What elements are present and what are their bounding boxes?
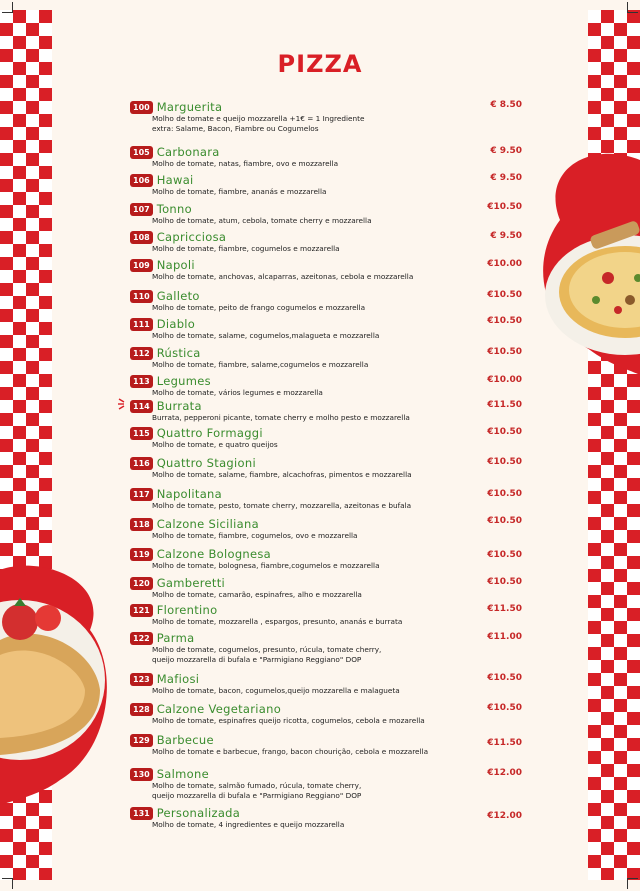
menu-item-header: [130, 547, 530, 561]
menu-item: [130, 456, 530, 480]
item-price: €10.50: [487, 516, 522, 526]
item-number-badge: 106: [130, 174, 153, 187]
menu-item: [130, 517, 530, 541]
menu-item: [130, 289, 530, 313]
menu-item-header: [130, 426, 530, 440]
menu-item: [130, 173, 530, 197]
pizza-photo-right: [530, 150, 640, 380]
item-description: Molho de tomate, fiambre, cogumelos e mozzarella: [152, 244, 340, 253]
item-number-badge: 114: [130, 400, 153, 413]
item-number-badge: 129: [130, 734, 153, 747]
item-description: Molho de tomate, mozzarella , espargos, presunto, ananás e burrata: [152, 617, 403, 626]
item-price: €11.00: [487, 632, 522, 642]
menu-item-header: [130, 576, 530, 590]
item-number-badge: 119: [130, 548, 153, 561]
item-number-badge: 130: [130, 768, 153, 781]
crop-mark: [2, 2, 13, 13]
item-name: Calzone Siciliana: [156, 517, 259, 531]
item-description: Molho de tomate, bacon, cogumelos,queijo mozzarella e malagueta: [152, 686, 400, 695]
item-description: Molho de tomate, bolognesa, fiambre,cogumelos e mozzarella: [152, 561, 380, 570]
item-price: €10.50: [487, 427, 522, 437]
item-price: €11.50: [487, 738, 522, 748]
menu-item: [130, 374, 530, 398]
item-name: Galleto: [156, 289, 200, 303]
menu-item: [130, 317, 530, 341]
item-name: Rústica: [156, 346, 201, 360]
right-checkered-border: [588, 10, 640, 880]
item-description: Molho de tomate, anchovas, alcaparras, azeitonas, cebola e mozzarella: [152, 272, 414, 281]
item-name: Barbecue: [156, 733, 214, 747]
item-name: Florentino: [156, 603, 218, 617]
item-description: Molho de tomate, salame, cogumelos,malagueta e mozzarella: [152, 331, 380, 340]
item-price: €10.50: [487, 457, 522, 467]
item-number-badge: 107: [130, 203, 153, 216]
menu-item: [130, 603, 530, 627]
menu-item-header: [130, 631, 530, 645]
item-name: Tonno: [156, 202, 192, 216]
item-number-badge: 131: [130, 807, 153, 820]
item-name: Burrata: [156, 399, 202, 413]
item-number-badge: 110: [130, 290, 153, 303]
menu-item: [130, 806, 530, 830]
menu-item: [130, 672, 530, 696]
menu-item: [130, 100, 530, 134]
menu-item: [130, 702, 530, 726]
item-price: €10.50: [487, 290, 522, 300]
item-number-badge: 120: [130, 577, 153, 590]
item-number-badge: 108: [130, 231, 153, 244]
menu-item-header: [130, 317, 530, 331]
menu-item: [130, 767, 530, 801]
item-price: € 9.50: [490, 173, 522, 183]
item-price: €11.50: [487, 604, 522, 614]
crop-mark: [627, 878, 638, 889]
item-price: €10.50: [487, 673, 522, 683]
menu-item-header: [130, 374, 530, 388]
menu-item-header: [130, 399, 530, 413]
menu-item: [130, 733, 530, 757]
item-number-badge: 121: [130, 604, 153, 617]
item-number-badge: 111: [130, 318, 153, 331]
menu-item-header: [130, 603, 530, 617]
item-name: Personalizada: [156, 806, 241, 820]
item-number-badge: 123: [130, 673, 153, 686]
menu-item: [130, 230, 530, 254]
menu-item-header: [130, 806, 530, 820]
menu-item: [130, 576, 530, 600]
menu-item-header: [130, 258, 530, 272]
item-description: Molho de tomate, pesto, tomate cherry, mozzarella, azeitonas e bufala: [152, 501, 412, 510]
item-price: €10.50: [487, 703, 522, 713]
item-description: Molho de tomate, salame, fiambre, alcachofras, pimentos e mozzarella: [152, 470, 412, 479]
menu-item-header: [130, 767, 530, 781]
item-name: Quattro Formaggi: [156, 426, 263, 440]
menu-title: PIZZA: [277, 50, 363, 78]
item-name: Mafiosi: [156, 672, 200, 686]
item-name: Carbonara: [156, 145, 220, 159]
menu-item: [130, 258, 530, 282]
item-number-badge: 115: [130, 427, 153, 440]
item-name: Napolitana: [156, 487, 222, 501]
item-description: Molho de tomate, cogumelos, presunto, rúcula, tomate cherry, queijo mozzarella di bufala e "Parmigiano Reggiano" DOP: [152, 645, 382, 664]
item-price: €10.00: [487, 259, 522, 269]
item-number-badge: 122: [130, 632, 153, 645]
item-name: Hawai: [156, 173, 194, 187]
menu-item-header: [130, 173, 530, 187]
menu-item-header: [130, 230, 530, 244]
item-description: Molho de tomate, camarão, espinafres, alho e mozzarella: [152, 590, 362, 599]
item-name: Calzone Bolognesa: [156, 547, 272, 561]
item-name: Capricciosa: [156, 230, 227, 244]
menu-item: [130, 631, 530, 665]
item-name: Legumes: [156, 374, 211, 388]
item-price: €12.00: [487, 811, 522, 821]
menu-item-header: [130, 456, 530, 470]
menu-item: [130, 145, 530, 169]
menu-item-header: [130, 100, 530, 114]
menu-item: [130, 426, 530, 450]
item-name: Gamberetti: [156, 576, 226, 590]
item-description: Molho de tomate, 4 ingredientes e queijo mozzarella: [152, 820, 345, 829]
item-description: Molho de tomate e queijo mozzarella +1€ = 1 Ingrediente extra: Salame, Bacon, Fiambre ou Cogumelos: [152, 114, 365, 133]
item-description: Molho de tomate e barbecue, frango, bacon chourição, cebola e mozzarella: [152, 747, 429, 756]
item-price: € 8.50: [490, 100, 522, 110]
item-number-badge: 105: [130, 146, 153, 159]
item-description: Molho de tomate, e quatro queijos: [152, 440, 278, 449]
item-description: Molho de tomate, fiambre, cogumelos, ovo e mozzarella: [152, 531, 358, 540]
item-number-badge: 109: [130, 259, 153, 272]
menu-item-header: [130, 733, 530, 747]
item-name: Quattro Stagioni: [156, 456, 256, 470]
item-name: Diablo: [156, 317, 196, 331]
menu-item: [130, 487, 530, 511]
menu-item-header: [130, 487, 530, 501]
menu-item: [130, 547, 530, 571]
item-name: Marguerita: [156, 100, 223, 114]
menu-item: [130, 202, 530, 226]
item-price: € 9.50: [490, 146, 522, 156]
item-price: €10.50: [487, 316, 522, 326]
item-description: Molho de tomate, fiambre, salame,cogumelos e mozzarella: [152, 360, 369, 369]
item-description: Molho de tomate, espinafres queijo ricotta, cogumelos, cebola e mozarella: [152, 716, 425, 725]
item-description: Molho de tomate, natas, fiambre, ovo e mozzarella: [152, 159, 339, 168]
item-price: €10.50: [487, 550, 522, 560]
menu-item-header: [130, 202, 530, 216]
item-price: €10.50: [487, 577, 522, 587]
item-description: Molho de tomate, vários legumes e mozzarella: [152, 388, 323, 397]
item-name: Parma: [156, 631, 195, 645]
calzone-photo-left: [0, 560, 110, 810]
crop-mark: [2, 878, 13, 889]
item-price: €12.00: [487, 768, 522, 778]
item-price: €10.50: [487, 489, 522, 499]
menu-item-header: [130, 346, 530, 360]
menu-item-header: [130, 289, 530, 303]
menu-item-header: [130, 517, 530, 531]
menu-item: [130, 346, 530, 370]
item-price: €10.50: [487, 202, 522, 212]
item-name: Salmone: [156, 767, 209, 781]
menu-item: [130, 399, 530, 423]
crop-mark: [627, 2, 638, 13]
item-price: €11.50: [487, 400, 522, 410]
item-name: Napoli: [156, 258, 195, 272]
item-number-badge: 118: [130, 518, 153, 531]
item-description: Molho de tomate, peito de frango cogumelos e mozzarella: [152, 303, 366, 312]
item-price: € 9.50: [490, 231, 522, 241]
sparkle-icon: [117, 398, 131, 410]
item-description: Burrata, pepperoni picante, tomate cherry e molho pesto e mozzarella: [152, 413, 410, 422]
menu-item-header: [130, 145, 530, 159]
menu-item-header: [130, 672, 530, 686]
item-description: Molho de tomate, fiambre, ananás e mozzarella: [152, 187, 327, 196]
item-number-badge: 116: [130, 457, 153, 470]
item-name: Calzone Vegetariano: [156, 702, 282, 716]
item-number-badge: 113: [130, 375, 153, 388]
item-number-badge: 128: [130, 703, 153, 716]
item-number-badge: 112: [130, 347, 153, 360]
menu-item-header: [130, 702, 530, 716]
item-number-badge: 100: [130, 101, 153, 114]
item-number-badge: 117: [130, 488, 153, 501]
item-description: Molho de tomate, salmão fumado, rúcula, tomate cherry, queijo mozzarella di bufala e "Parmigiano Reggiano" DOP: [152, 781, 362, 800]
item-description: Molho de tomate, atum, cebola, tomate cherry e mozzarella: [152, 216, 372, 225]
item-price: €10.00: [487, 375, 522, 385]
item-price: €10.50: [487, 347, 522, 357]
